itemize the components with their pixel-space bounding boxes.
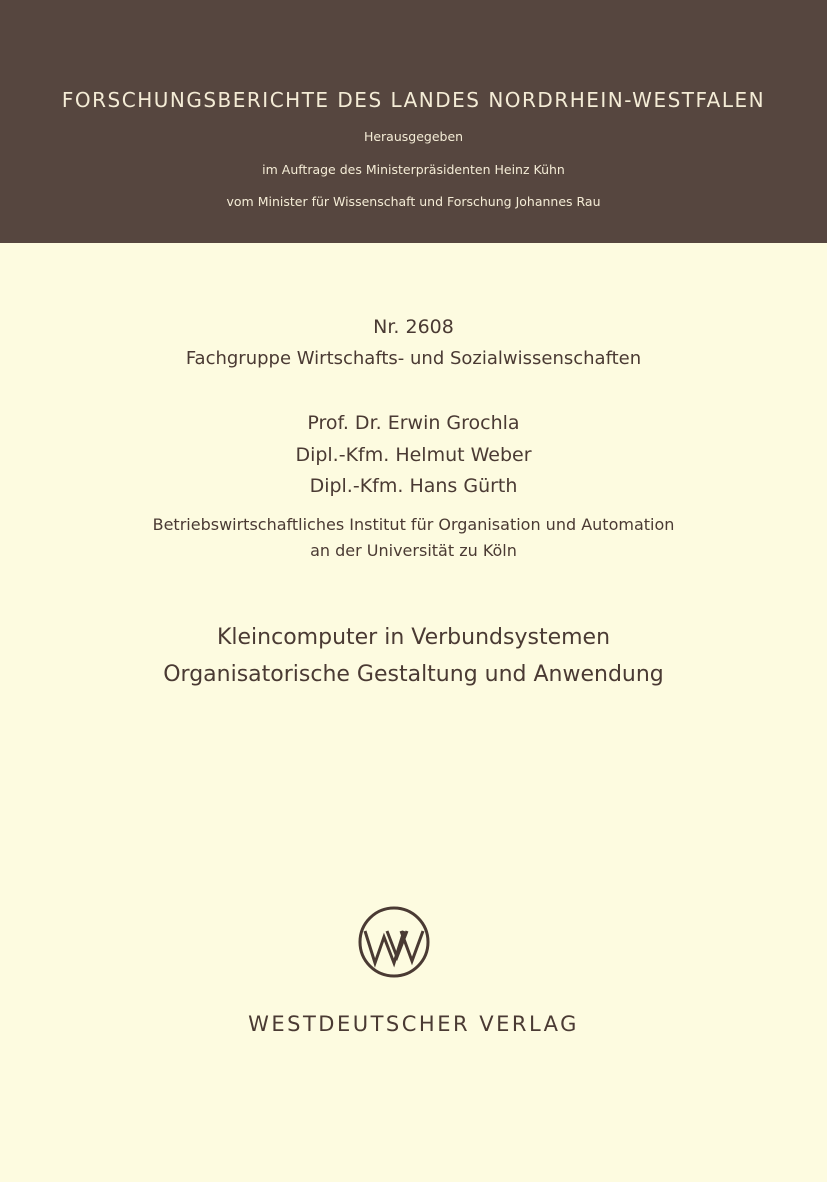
series-title: FORSCHUNGSBERICHTE DES LANDES NORDRHEIN-WESTFALEN bbox=[61, 88, 766, 112]
publisher-name: WESTDEUTSCHER VERLAG bbox=[248, 1012, 579, 1036]
subject-group: Fachgruppe Wirtschafts- und Sozialwissenschaften bbox=[185, 348, 642, 369]
author: Dipl.-Kfm. Helmut Weber bbox=[295, 444, 532, 466]
book-subtitle: Organisatorische Gestaltung und Anwendung bbox=[163, 662, 664, 687]
publisher-note-line-3: vom Minister für Wissenschaft und Forschung Johannes Rau bbox=[226, 194, 601, 209]
report-number: Nr. 2608 bbox=[373, 316, 454, 338]
wv-circle-logo-icon bbox=[357, 905, 431, 979]
author: Prof. Dr. Erwin Grochla bbox=[307, 412, 520, 434]
publisher-note-line-1: Herausgegeben bbox=[363, 129, 464, 144]
institute-line-2: an der Universität zu Köln bbox=[310, 541, 517, 560]
header-band bbox=[0, 0, 827, 243]
institute-line-1: Betriebswirtschaftliches Institut für Organisation und Automation bbox=[152, 515, 675, 534]
author: Dipl.-Kfm. Hans Gürth bbox=[309, 475, 518, 497]
book-title: Kleincomputer in Verbundsystemen bbox=[216, 625, 611, 650]
publisher-note-line-2: im Auftrage des Ministerpräsidenten Heinz Kühn bbox=[262, 162, 565, 177]
